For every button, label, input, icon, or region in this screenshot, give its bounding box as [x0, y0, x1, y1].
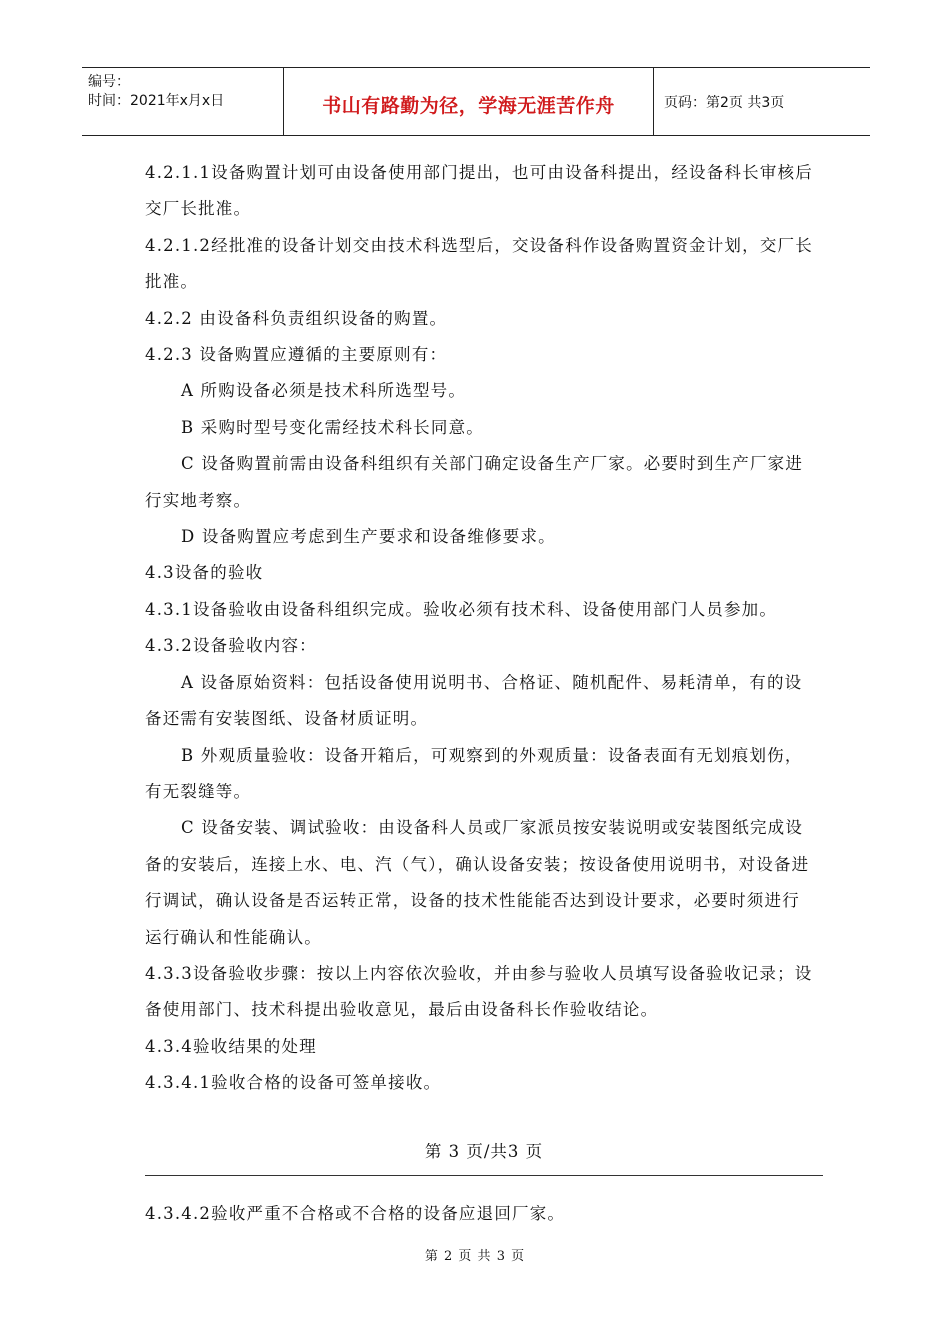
principle-b: B 采购时型号变化需经技术科长同意。	[181, 417, 484, 437]
paragraph-4-2-1-2: 4.2.1.2经批准的设备计划交由技术科选型后，交设备科作设备购置资金计划，交厂长批准。	[145, 235, 813, 292]
section-4-3-heading: 4.3设备的验收	[145, 563, 264, 583]
paragraph-4-3-3: 4.3.3设备验收步骤：按以上内容依次验收，并由参与验收人员填写设备验收记录；设备使用部门、技术科提出验收意见，最后由设备科长作验收结论。	[145, 963, 813, 1020]
principle-d: D 设备购置应考虑到生产要求和设备维修要求。	[181, 527, 556, 547]
page-footer: 第 2 页 共 3 页	[424, 1249, 526, 1264]
paragraph-4-3-4-1: 4.3.4.1验收合格的设备可签单接收。	[145, 1073, 442, 1093]
principle-a: A 所购设备必须是技术科所选型号。	[181, 381, 467, 401]
principle-c: C 设备购置前需由设备科组织有关部门确定设备生产厂家。必要时到生产厂家进行实地考察。	[145, 454, 804, 510]
content-c: C 设备安装、调试验收：由设备科人员或厂家派员按安装说明或安装图纸完成设备的安装后，连接上水、电、汽（气），确认设备安装；按设备使用说明书，对设备进行调试，确认设备是否运转正常，设备的技术性能能否达到设计要求，必要时须进行运行确认和性能确认。	[145, 818, 810, 947]
paragraph-4-2-3: 4.2.3 设备购置应遵循的主要原则有：	[145, 345, 448, 365]
paragraph-4-3-4-2: 4.3.4.2验收严重不合格或不合格的设备应退回厂家。	[145, 1204, 566, 1223]
header-page-info: 页码：第2页 共3页	[664, 94, 785, 111]
paragraph-4-2-2: 4.2.2 由设备科负责组织设备的购置。	[145, 308, 448, 328]
content-b: B 外观质量验收：设备开箱后，可观察到的外观质量：设备表面有无划痕划伤，有无裂缝等。	[145, 745, 803, 801]
inner-page-number: 第 3 页/共3 页	[424, 1142, 544, 1161]
date-label: 时间：2021年x月x日	[88, 93, 225, 109]
paragraph-4-3-1: 4.3.1设备验收由设备科组织完成。验收必须有技术科、设备使用部门人员参加。	[145, 599, 778, 619]
page-divider	[145, 1175, 823, 1176]
code-label: 编号：	[88, 74, 130, 90]
paragraph-4-3-2: 4.3.2设备验收内容：	[145, 636, 317, 656]
header-motto: 书山有路勤为径，学海无涯苦作舟	[284, 68, 654, 135]
paragraph-4-2-1-1: 4.2.1.1设备购置计划可由设备使用部门提出，也可由设备科提出，经设备科长审核后交厂长批准。	[145, 163, 813, 219]
page-header	[82, 67, 870, 136]
paragraph-4-3-4: 4.3.4验收结果的处理	[145, 1036, 317, 1056]
document-body	[145, 155, 815, 1102]
content-a: A 设备原始资料：包括设备使用说明书、合格证、随机配件、易耗清单，有的设备还需有安装图纸、设备材质证明。	[145, 672, 803, 729]
header-meta	[82, 68, 284, 135]
